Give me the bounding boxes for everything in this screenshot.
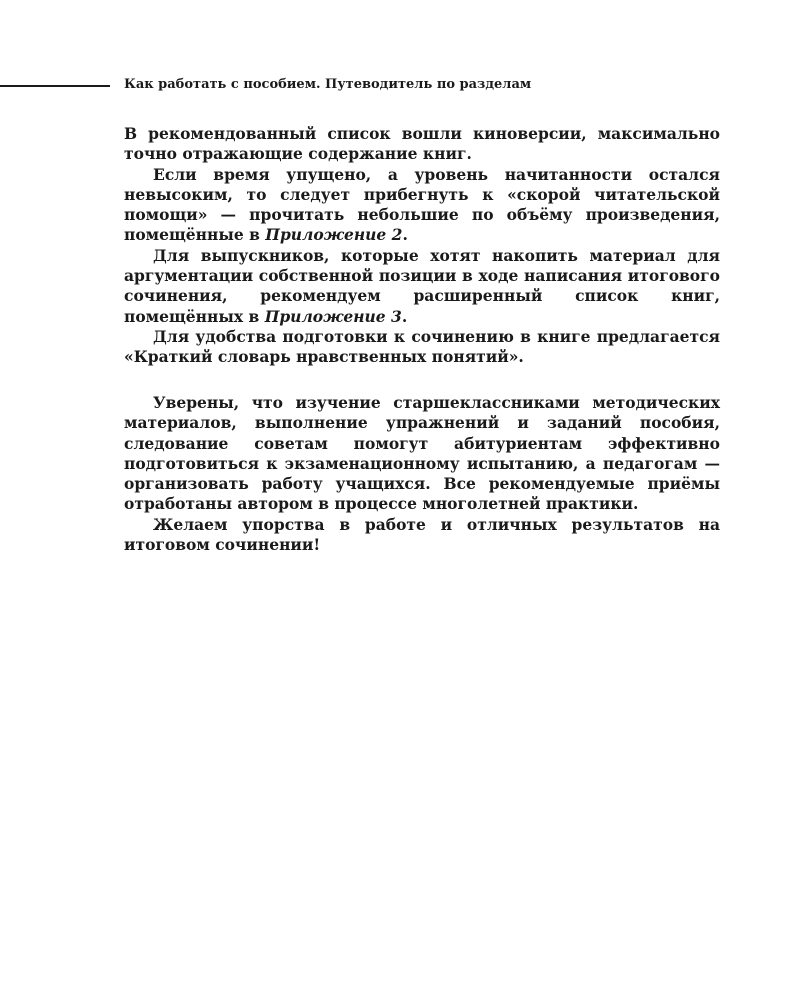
paragraph-extended-list — [124, 246, 720, 327]
header-rule — [0, 85, 110, 87]
paragraph-confidence: Уверены, что изучение старшеклассниками методических материалов, выполнение упражнений и заданий пособия, следование советам помогут абитуриентам эффективно подготовиться к экзаменационному испытанию, а педагогам — организовать работу учащихся. Все рекомендуемые приёмы отработаны автором в процессе многолетней практики. — [124, 393, 720, 514]
paragraph-text: Для выпускников, которые хотят накопить материал для аргументации собственной позиции в ходе написания итогового сочинения, рекомендуем расширенный список книг, помещённых в — [124, 245, 720, 326]
running-head: Как работать с пособием. Путеводитель по разделам — [124, 77, 532, 92]
appendix-2-reference: Приложение 2 — [265, 225, 403, 245]
text-block-2 — [124, 393, 720, 555]
paragraph-quick-reader-help — [124, 165, 720, 246]
paragraph-film-versions: В рекомендованный список вошли киноверсии, максимально точно отражающие содержание книг. — [124, 124, 720, 164]
appendix-3-reference: Приложение 3 — [264, 306, 402, 326]
paragraph-end: . — [401, 306, 408, 326]
paragraph-text: Если время упущено, а уровень начитанности остался невысоким, то следует прибегнуть к «скорой читательской помощи» — прочитать небольшие по объёму произведения, помещённые в — [124, 164, 720, 245]
paragraph-wishes: Желаем упорства в работе и отличных результатов на итоговом сочинении! — [124, 514, 720, 555]
paragraph-end: . — [402, 225, 408, 245]
paragraph-dictionary: Для удобства подготовки к сочинению в книге предлагается «Краткий словарь нравственных понятий». — [124, 326, 720, 367]
text-block-1 — [124, 124, 720, 368]
